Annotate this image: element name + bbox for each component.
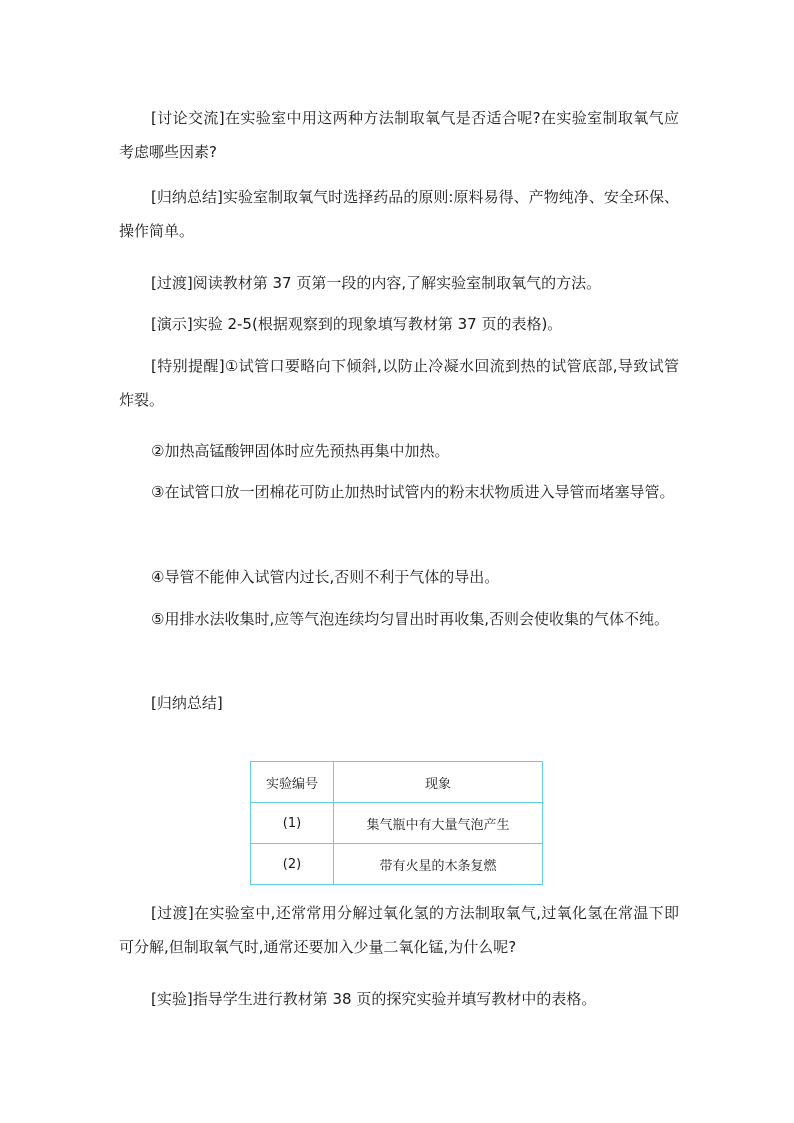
paragraph-summary-principles: [归纳总结]实验室制取氧气时选择药品的原则:原料易得、产物纯净、安全环保、操作简单。: [119, 188, 679, 240]
table-header-row: [251, 762, 543, 803]
paragraph-point-3: ③在试管口放一团棉花可防止加热时试管内的粉末状物质进入导管而堵塞导管。: [151, 483, 675, 501]
paragraph-point-5: ⑤用排水法收集时,应等气泡连续均匀冒出时再收集,否则会使收集的气体不纯。: [151, 610, 669, 628]
header-phenomenon: 现象: [334, 762, 543, 803]
header-experiment-number: 实验编号: [251, 762, 334, 803]
paragraph-experiment-guide: [实验]指导学生进行教材第 38 页的探究实验并填写教材中的表格。: [151, 990, 597, 1008]
paragraph-point-2: ②加热高锰酸钾固体时应先预热再集中加热。: [151, 442, 450, 460]
cell-experiment-number: (1): [251, 803, 334, 844]
cell-experiment-number: (2): [251, 844, 334, 885]
table-row: [251, 844, 543, 885]
paragraph-special-reminder: [特别提醒]①试管口要略向下倾斜,以防止冷凝水回流到热的试管底部,导致试管炸裂。: [119, 357, 679, 409]
paragraph-transition-reading: [过渡]阅读教材第 37 页第一段的内容,了解实验室制取氧气的方法。: [151, 274, 602, 292]
paragraph-demonstration: [演示]实验 2-5(根据观察到的现象填写教材第 37 页的表格)。: [151, 315, 563, 333]
paragraph-transition-peroxide: [过渡]在实验室中,还常常用分解过氧化氢的方法制取氧气,过氧化氢在常温下即可分解,但制取氧气时,通常还要加入少量二氧化锰,为什么呢?: [119, 904, 679, 956]
table-row: [251, 803, 543, 844]
cell-phenomenon: 带有火星的木条复燃: [334, 844, 543, 885]
paragraph-summary-heading: [归纳总结]: [151, 694, 223, 712]
cell-phenomenon: 集气瓶中有大量气泡产生: [334, 803, 543, 844]
paragraph-point-4: ④导管不能伸入试管内过长,否则不利于气体的导出。: [151, 568, 500, 586]
paragraph-discussion: [讨论交流]在实验室中用这两种方法制取氧气是否适合呢?在实验室制取氧气应考虑哪些因素?: [119, 109, 679, 161]
observation-table: [250, 761, 543, 885]
